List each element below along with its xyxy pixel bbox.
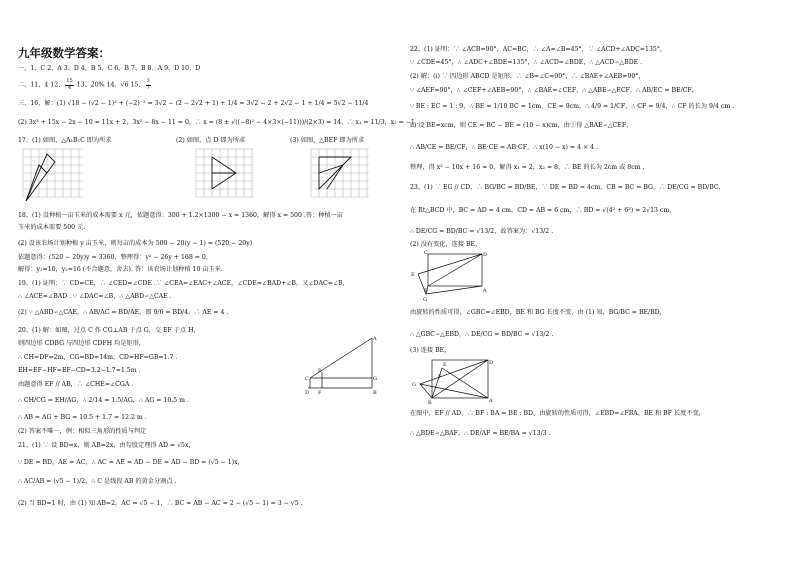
answer-line-22-7: ∴ AB/CE = BE/CF，∴ BE·CE = AB·CF，∴ x(10 − x) = 4 × 4 . xyxy=(410,144,598,151)
answer-line-21-4: (2) 当 BD=1 时，由 (1) 知 AB=2，AC = √5 − 1，∴ BC = AB − AC = 2 − (√5 − 1) = 3 − √5 . xyxy=(18,500,303,507)
fill-text-b: 13、20% 14、 xyxy=(74,81,121,89)
answer-line-20-1: 20、(1) 解：如图，过点 C 作 CG⊥AB 于点 G，交 EF 于点 H， xyxy=(18,327,200,334)
svg-text:B: B xyxy=(373,390,377,396)
answer-line-20-3: ∴ CH=DF=2m，CG=BD=14m，CD=HF=GB=1.7 . xyxy=(18,354,178,361)
svg-text:E: E xyxy=(443,362,447,368)
answer-line-23-7: (3) 连接 BE， xyxy=(410,347,451,354)
page-title: 九年级数学答案： xyxy=(18,46,110,60)
answer-line-20-7: ∴ AB = AG + BG = 10.5 + 1.7 = 12.2 m . xyxy=(18,414,147,421)
grid-figure-17-3 xyxy=(308,146,372,202)
svg-text:E: E xyxy=(318,368,322,374)
answer-line-20-8: (2) 答案不唯一，例：相似三角形的性质与判定 xyxy=(18,428,147,435)
svg-text:F: F xyxy=(438,374,442,380)
fraction-15 xyxy=(146,79,151,91)
frac-num: 15 xyxy=(66,78,73,84)
answer-line-21-2: ∵ DE = BD，AE = AC，∴ AC = AE = AD − DE = AD − BD = (√5 − 1)x， xyxy=(18,459,244,466)
answer-line-16-1: 三、16、解：(1) √18 − (√2 − 1)² + (−2)⁻² = 3√2 − (2 − 2√2 + 1) + 1/4 = 3√2 − 2 + 2√2 − 1 + 1/4 = 5√2 − 11/4 xyxy=(18,100,369,107)
svg-text:E: E xyxy=(411,272,415,278)
answer-line-22-2: ∵ ∠CDE=45°，∴ ∠ADC+∠BDE=135°，∴ ∠ACD=∠BDE，∴ △ACD∽△BDE . xyxy=(410,59,643,66)
answer-line-20-4: EH=EF−HF=EF−CD=3.2−1.7=1.5m . xyxy=(18,367,141,374)
answer-line-19-2: ∴ ∠ACE=∠BAD . ∵ ∠DAC=∠B，∴ △ABD∽△CAE . xyxy=(18,293,172,300)
answer-line-23-4: (2) 没有变化，连接 BE， xyxy=(410,241,482,248)
answer-line-23-9: ∴ △BDE∽△BAF，∴ DE/AF = BE/BA = √13/3 . xyxy=(410,430,551,437)
answer-line-fill xyxy=(18,79,152,91)
answer-line-19-1: 19、(1) 证明：∵ CD=CE，∴ ∠CED=∠CDE .∵ ∠CEA=∠EAC+∠ACE，∠CDE=∠BAD+∠B，又∠DAC=∠B， xyxy=(18,280,349,287)
frac-num: 3 xyxy=(146,78,150,84)
fill-text-a: 二、11、4 12、 xyxy=(18,81,65,89)
answer-line-22-4: ∵ ∠AEF=90°，∴ ∠CEF+∠AEB=90°，∴ ∠BAE=∠CEF，∴ △ABE∽△ECF，∴ AB/EC = BE/CF， xyxy=(410,87,698,94)
svg-text:G: G xyxy=(412,382,416,388)
answer-line-choice: 一、1、C 2、A 3、D 4、B 5、C 6、B 7、B 8、A 9、D 10、D xyxy=(18,65,201,72)
svg-text:C: C xyxy=(305,376,309,382)
svg-text:D: D xyxy=(483,252,488,258)
answer-line-23-6: ∴ △GBC∽△EBD，∴ DE/CG = BD/BC = √13/2 . xyxy=(410,331,554,338)
answer-line-21-3: ∴ AC/AB = (√5 − 1)/2，∴ C 是线段 AB 的黄金分割点 . xyxy=(18,478,177,485)
answer-line-17-1: 17、(1) 如图，△A₁B₁C 即为所求 xyxy=(18,137,112,144)
answer-line-21-1: 21、(1) ∵ 设 BD=x，则 AB=2x，由勾股定理得 AD = √5x， xyxy=(18,442,195,449)
answer-line-23-2: 在 Rt△BCD 中，BC = AD = 4 cm，CD = AB = 6 cm，∴ BD = √(4² + 6²) = 2√13 cm， xyxy=(410,207,676,214)
answer-line-23-1: 23、(1) ∵ EG // CD，∴ BG/BC = BD/BE，∵ DE = BD = 4cm，CB = BC = BG，∴ DE/CG = BD/BC， xyxy=(410,184,725,191)
fill-text-c: √6 xyxy=(120,81,129,89)
svg-text:F: F xyxy=(318,390,322,396)
svg-text:A: A xyxy=(489,398,493,404)
answer-line-19-3: (2) ∵ △ABD∽△CAE，∴ AB/AC = BD/AE，即 9/6 = BD/4，∴ AE = 4 . xyxy=(18,309,229,316)
figure-23-3 xyxy=(408,356,494,406)
svg-text:D: D xyxy=(489,360,494,366)
fraction-12 xyxy=(65,79,73,91)
answer-line-18-1: 18、(1) 设种植一亩玉米的成本需要 x 元，依题意得：300 + 1.2×1300 − x = 1360，解得 x = 500 .答：种植一亩 xyxy=(18,212,343,219)
answer-line-18-4: 依题意得：(520 − 20y)y = 3360，整理得：y² − 26y + 168 = 0， xyxy=(18,254,212,261)
figure-20 xyxy=(300,332,384,398)
frac-den: 4 xyxy=(68,84,72,91)
svg-text:A: A xyxy=(483,288,487,294)
answer-line-22-8: 整理，得 x² − 10x + 16 = 0，解得 x₁ = 2，x₂ = 8，∴ BE 的长为 2cm 或 8cm . xyxy=(410,164,645,171)
answer-line-20-2: 则四边形 CDBG 与四边形 CDFH 均是矩形， xyxy=(18,340,145,347)
answer-line-23-5: 由旋转的性质可得，∠GBC=∠EBD，BE 和 BG 长度不变，由 (1) 知，BG/BC = BE/BD， xyxy=(410,309,666,316)
answer-line-18-3: (2) 设该农场计划种植 y 亩玉米，则每亩的成本为 500 − 20(y − 1) = (520 − 20y) xyxy=(18,240,253,247)
answer-line-22-1: 22、(1) 证明：∵ ∠ACB=90°，AC=BC，∴ ∠A=∠B=45°，∵ ∠ACD+∠ADC=135°， xyxy=(410,46,667,53)
svg-text:G: G xyxy=(373,376,377,382)
svg-text:A: A xyxy=(373,336,377,342)
grid-figure-17-1 xyxy=(20,146,86,206)
answer-line-18-2: 玉米的成本需要 500 元. xyxy=(18,224,86,231)
svg-text:D: D xyxy=(305,390,310,396)
answer-line-18-5: 解得：y₁=10，y₂=16 (不合题意，舍去). 答：该农场计划种植 10 亩玉米. xyxy=(18,266,223,273)
svg-text:C: C xyxy=(424,250,428,256)
answer-line-23-8: 在图中，EF // AD，∴ BF : BA = BE : BD，由旋转的性质可得，∠EBD=∠FBA，BE 和 BF 长度不变， xyxy=(410,410,705,417)
answer-line-22-6: ii) 设 BE=xcm，则 CE = BC − BE = (10 − x)cm，由①得 △BAE∽△CEF， xyxy=(410,122,633,129)
fill-text-d: 15、 xyxy=(128,81,145,89)
answer-line-22-5: ∵ BE : EC = 1 : 9，∴ BE = 1/10 BC = 1cm，CE = 9cm，∴ 4/9 = 1/CF，∴ CF = 9/4，∴ CF 的长为 9/4 cm . xyxy=(410,103,735,110)
answer-line-20-6: ∴ CH/CG = EH/AG，∴ 2/14 = 1.5/AG，∴ AG = 10.5 m . xyxy=(18,397,189,404)
svg-text:B: B xyxy=(424,288,428,294)
svg-text:B: B xyxy=(428,400,432,406)
answer-line-20-5: 由题意得 EF // AB，∴ ∠CHE=∠CGA . xyxy=(18,381,134,388)
answer-line-22-3: (2) 解：(i) ∵ 四边形 ABCD 是矩形，∴ ∠B=∠C=90°，∴ ∠BAE+∠AEB=90°， xyxy=(410,73,645,80)
answer-line-23-3: ∴ DE/CG = BD/BC = √13/2，故答案为：√13/2 . xyxy=(410,228,554,235)
figure-23-2 xyxy=(408,248,488,304)
answer-line-17-2: (2) 如图，点 D 即为所求 xyxy=(176,137,246,144)
grid-figure-17-2 xyxy=(193,146,257,202)
frac-den: 7 xyxy=(146,84,150,91)
svg-text:G: G xyxy=(423,297,427,303)
answer-line-16-2: (2) 3x² + 15x − 2x − 10 = 11x + 2，3x² − 8x − 11 = 0，∴ x = (8 ± √((−8)² − 4×3×(−11)))/(2×3) = 14，∴ x₁ = 11/3，x₂ = −1 . xyxy=(18,119,419,126)
answer-line-17-3: (3) 如图，△BEF 即为所求 xyxy=(290,137,365,144)
